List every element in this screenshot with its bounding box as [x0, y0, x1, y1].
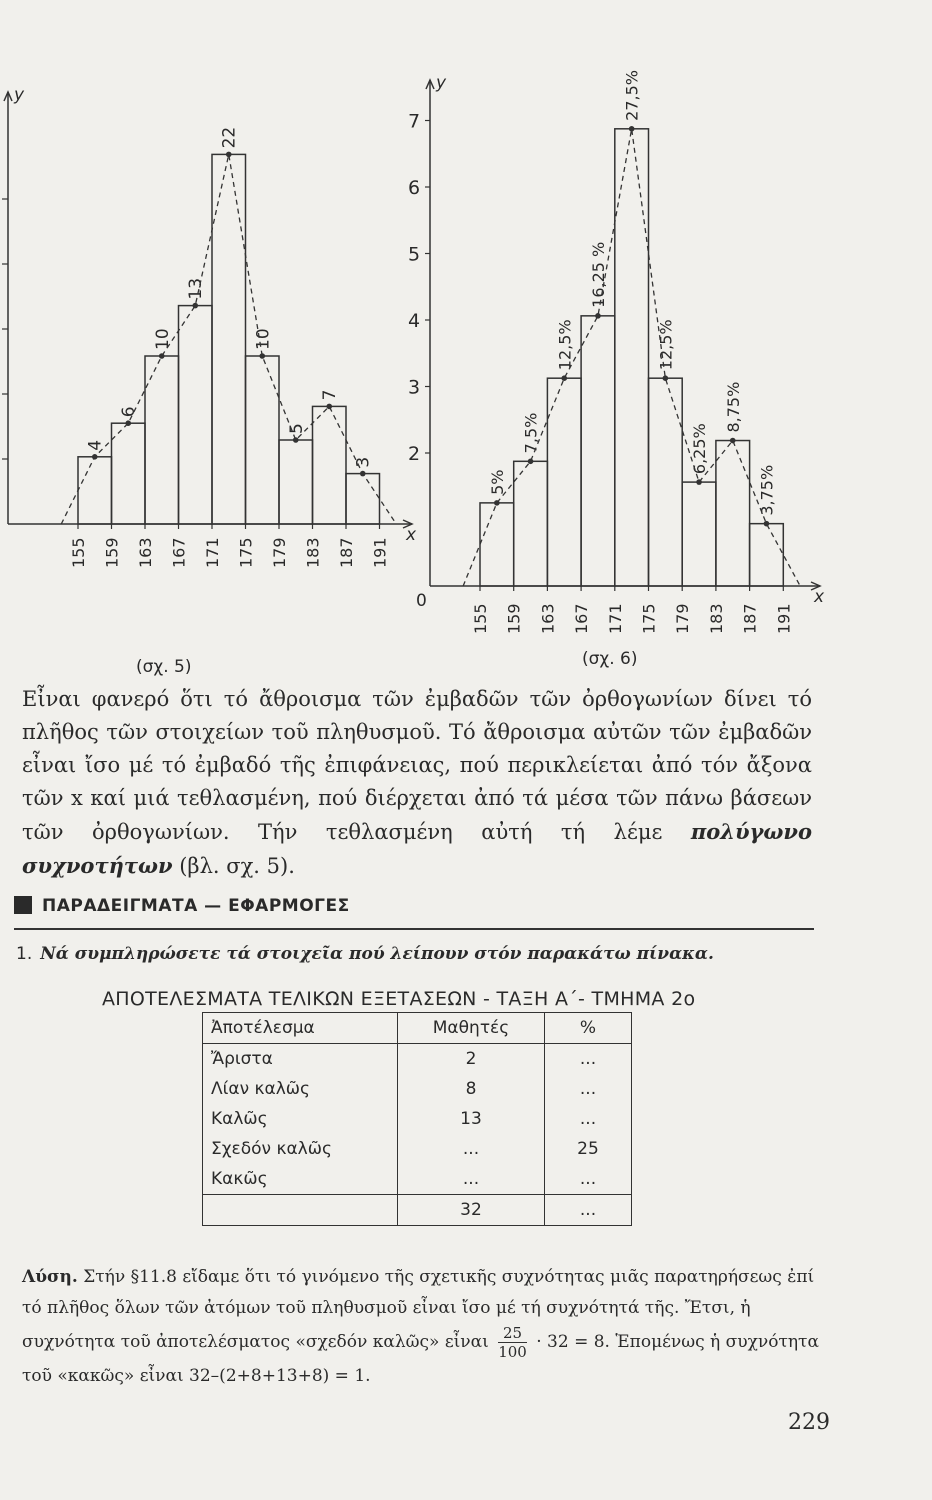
y-tick-label: 6	[408, 177, 421, 199]
table-total-row	[203, 1195, 632, 1226]
header-percent: %	[545, 1013, 632, 1044]
solution-text-end: · 32 = 8. Ἑπομένως ἡ συχνότητα τοῦ «κακῶς» εἶναι 32–(2+8+13+8) = 1.	[22, 1332, 819, 1386]
histogram-bar	[212, 154, 246, 524]
histogram-bar	[179, 306, 213, 524]
table-row	[203, 1104, 632, 1134]
cell-students: 13	[398, 1104, 545, 1134]
bar-value-label: 7	[320, 389, 341, 401]
x-axis-label: x	[814, 587, 825, 607]
figure-6-histogram	[400, 0, 932, 690]
cell-students: 8	[398, 1074, 545, 1104]
table-header-row	[203, 1013, 632, 1044]
x-tick-label: 191	[370, 537, 390, 568]
frequency-polygon-term: πολύγωνο συχνοτήτων	[22, 819, 812, 878]
midpoint-dot	[293, 437, 299, 443]
midpoint-dot	[764, 521, 770, 527]
bar-value-label: 5%	[487, 469, 507, 495]
x-tick-label: 155	[471, 603, 490, 634]
histogram-bar	[716, 441, 750, 586]
bar-value-label: 22	[219, 126, 240, 149]
histogram-bar	[547, 378, 581, 586]
exercise-number: 1.	[16, 944, 33, 964]
x-tick-label: 167	[572, 603, 592, 634]
histogram-bar	[480, 503, 514, 586]
x-tick-label: 179	[270, 537, 289, 568]
fraction-denominator: 100	[498, 1343, 527, 1361]
cell-percent: ...	[579, 1109, 597, 1129]
bar-value-label: 13	[186, 277, 207, 300]
cell-result: Ἄριστα	[203, 1044, 398, 1075]
x-tick-label: 175	[639, 603, 659, 634]
bar-value-label: 27,5%	[622, 69, 642, 121]
histogram-bar	[313, 406, 347, 524]
x-tick-label: 163	[538, 603, 558, 634]
solution-text: Στήν §11.8 εἴδαμε ὅτι τό γινόμενο τῆς σχετικῆς συχνότητας μιᾶς παρατηρήσεως ἐπί τό πλῆθος ὅλων τῶν ἀτόμων τοῦ πληθυσμοῦ εἶναι ἴσο μέ τή συχνότητά τῆς. Ἔτσι, ἡ συχνότητα τοῦ ἀποτελέσματος «σχεδόν καλῶς» εἶναι	[22, 1267, 815, 1352]
histogram-bar	[514, 461, 548, 586]
y-tick-label: 0	[416, 591, 427, 611]
bar-value-label: 8,75%	[723, 381, 743, 433]
bar-value-label: 16,25 %	[588, 241, 608, 308]
bar-value-label: 5	[286, 423, 307, 434]
bar-value-label: 4	[85, 439, 106, 451]
histogram-bar	[246, 356, 280, 524]
solution	[22, 1262, 822, 1392]
midpoint-dot	[730, 438, 736, 444]
paragraph-text: Εἶναι φανερό ὅτι τό ἄθροισμα τῶν ἐμβαδῶν τῶν ὀρθογωνίων δίνει τό πλῆθος τῶν στοιχείων τοῦ πληθυσμοῦ. Τό ἄθροισμα αὐτῶν τῶν ἐμβαδῶν εἶναι ἴσο μέ τό ἐμβαδό τῆς ἐπιφάνειας, πού περικλείεται ἀπό τόν ἄξονα τῶν x καί μιά τεθλασμένη, πού διέρχεται ἀπό τά μέσα τῶν πάνω βάσεων τῶν ὀρθογωνίων. Τήν τεθλασμένη αὐτή τή λέμε	[22, 687, 812, 844]
cell-total-label	[203, 1195, 398, 1226]
x-tick-label: 187	[740, 603, 760, 634]
section-divider	[14, 928, 814, 930]
y-tick-label: 4	[408, 310, 421, 332]
x-tick-label: 167	[169, 537, 189, 568]
page-number: 229	[788, 1410, 830, 1435]
histogram-bar	[279, 440, 313, 524]
header-result: Ἀποτέλεσμα	[203, 1013, 398, 1044]
cell-total-students: 32	[398, 1195, 545, 1226]
header-students: Μαθητές	[398, 1013, 545, 1044]
histogram-bar	[346, 474, 380, 524]
x-tick-label: 171	[605, 603, 625, 634]
figure-5-plot	[2, 85, 417, 568]
y-axis-label: y	[14, 85, 25, 105]
table-row	[203, 1044, 632, 1075]
x-tick-label: 187	[337, 537, 356, 568]
figure-6-caption: (σχ. 6)	[582, 649, 638, 669]
x-axis-label: x	[406, 525, 417, 545]
x-tick-label: 171	[203, 537, 222, 568]
figure-5-caption: (σχ. 5)	[136, 657, 192, 677]
cell-percent: ...	[579, 1049, 597, 1069]
histogram-bar	[145, 356, 179, 524]
midpoint-dot	[595, 313, 601, 319]
fraction	[498, 1324, 527, 1361]
bar-value-label: 12,5%	[656, 319, 676, 371]
midpoint-dot	[326, 404, 332, 410]
cell-percent: 25	[577, 1139, 599, 1159]
cell-result: Καλῶς	[203, 1104, 398, 1134]
square-bullet-icon	[14, 896, 32, 914]
y-tick-label: 2	[408, 443, 421, 465]
cell-result: Σχεδόν καλῶς	[203, 1134, 398, 1164]
table-row	[203, 1164, 632, 1195]
solution-label: Λύση.	[22, 1267, 78, 1287]
cell-students: ...	[398, 1134, 545, 1164]
section-title: ΠΑΡΑΔΕΙΓΜΑΤΑ — ΕΦΑΡΜΟΓΕΣ	[42, 896, 350, 916]
cell-percent: ...	[579, 1079, 597, 1099]
x-tick-label: 183	[706, 603, 726, 634]
results-table	[202, 1012, 632, 1226]
bar-value-label: 3,75%	[757, 464, 777, 516]
histogram-bar	[112, 423, 146, 524]
midpoint-dot	[561, 375, 567, 381]
paragraph-ref: (βλ. σχ. 5).	[179, 854, 295, 878]
x-tick-label: 179	[673, 603, 693, 634]
cell-students: ...	[398, 1164, 545, 1195]
bar-value-label: 10	[152, 328, 173, 350]
y-tick-label: 5	[408, 243, 421, 266]
x-tick-label: 159	[102, 537, 122, 568]
cell-total-percent: ...	[545, 1195, 632, 1226]
histogram-bar	[682, 482, 716, 586]
exercise-text: Νά συμπληρώσετε τά στοιχεῖα πού λείπουν στόν παρακάτω πίνακα.	[40, 944, 714, 964]
y-tick-label: 3	[408, 376, 421, 399]
histogram-bar	[581, 316, 615, 586]
cell-result: Κακῶς	[203, 1164, 398, 1195]
bar-value-label: 12,5%	[555, 319, 575, 371]
body-paragraph	[22, 683, 812, 883]
y-axis-label: y	[436, 73, 447, 93]
bar-value-label: 6	[119, 406, 140, 418]
x-tick-label: 159	[504, 603, 524, 634]
histogram-bar	[750, 524, 784, 586]
exercise	[16, 944, 816, 964]
bar-value-label: 6,25%	[690, 423, 710, 475]
section-heading	[14, 896, 814, 916]
table-row	[203, 1074, 632, 1104]
table-row	[203, 1134, 632, 1164]
bar-value-label: 10	[253, 328, 274, 350]
cell-students: 2	[398, 1044, 545, 1075]
x-tick-label: 175	[236, 537, 256, 568]
midpoint-dot	[528, 459, 534, 465]
x-tick-label: 191	[774, 603, 794, 634]
x-tick-label: 183	[303, 537, 323, 568]
x-tick-label: 155	[69, 537, 88, 568]
bar-value-label: 3	[353, 456, 374, 468]
cell-percent: ...	[579, 1169, 597, 1189]
fraction-numerator: 25	[498, 1324, 527, 1343]
table-title: ΑΠΟΤΕΛΕΣΜΑΤΑ ΤΕΛΙΚΩΝ ΕΞΕΤΑΣΕΩΝ - ΤΑΞΗ Α΄- ΤΜΗΜΑ 2ο	[102, 988, 696, 1010]
y-tick-label: 7	[408, 110, 421, 133]
figure-5-histogram	[0, 0, 420, 690]
histogram-bar	[78, 457, 112, 524]
bar-value-label: 7,5%	[521, 412, 541, 454]
figure-6-plot	[408, 70, 825, 634]
cell-result: Λίαν καλῶς	[203, 1074, 398, 1104]
histogram-bar	[649, 378, 683, 586]
x-tick-label: 163	[136, 537, 155, 568]
